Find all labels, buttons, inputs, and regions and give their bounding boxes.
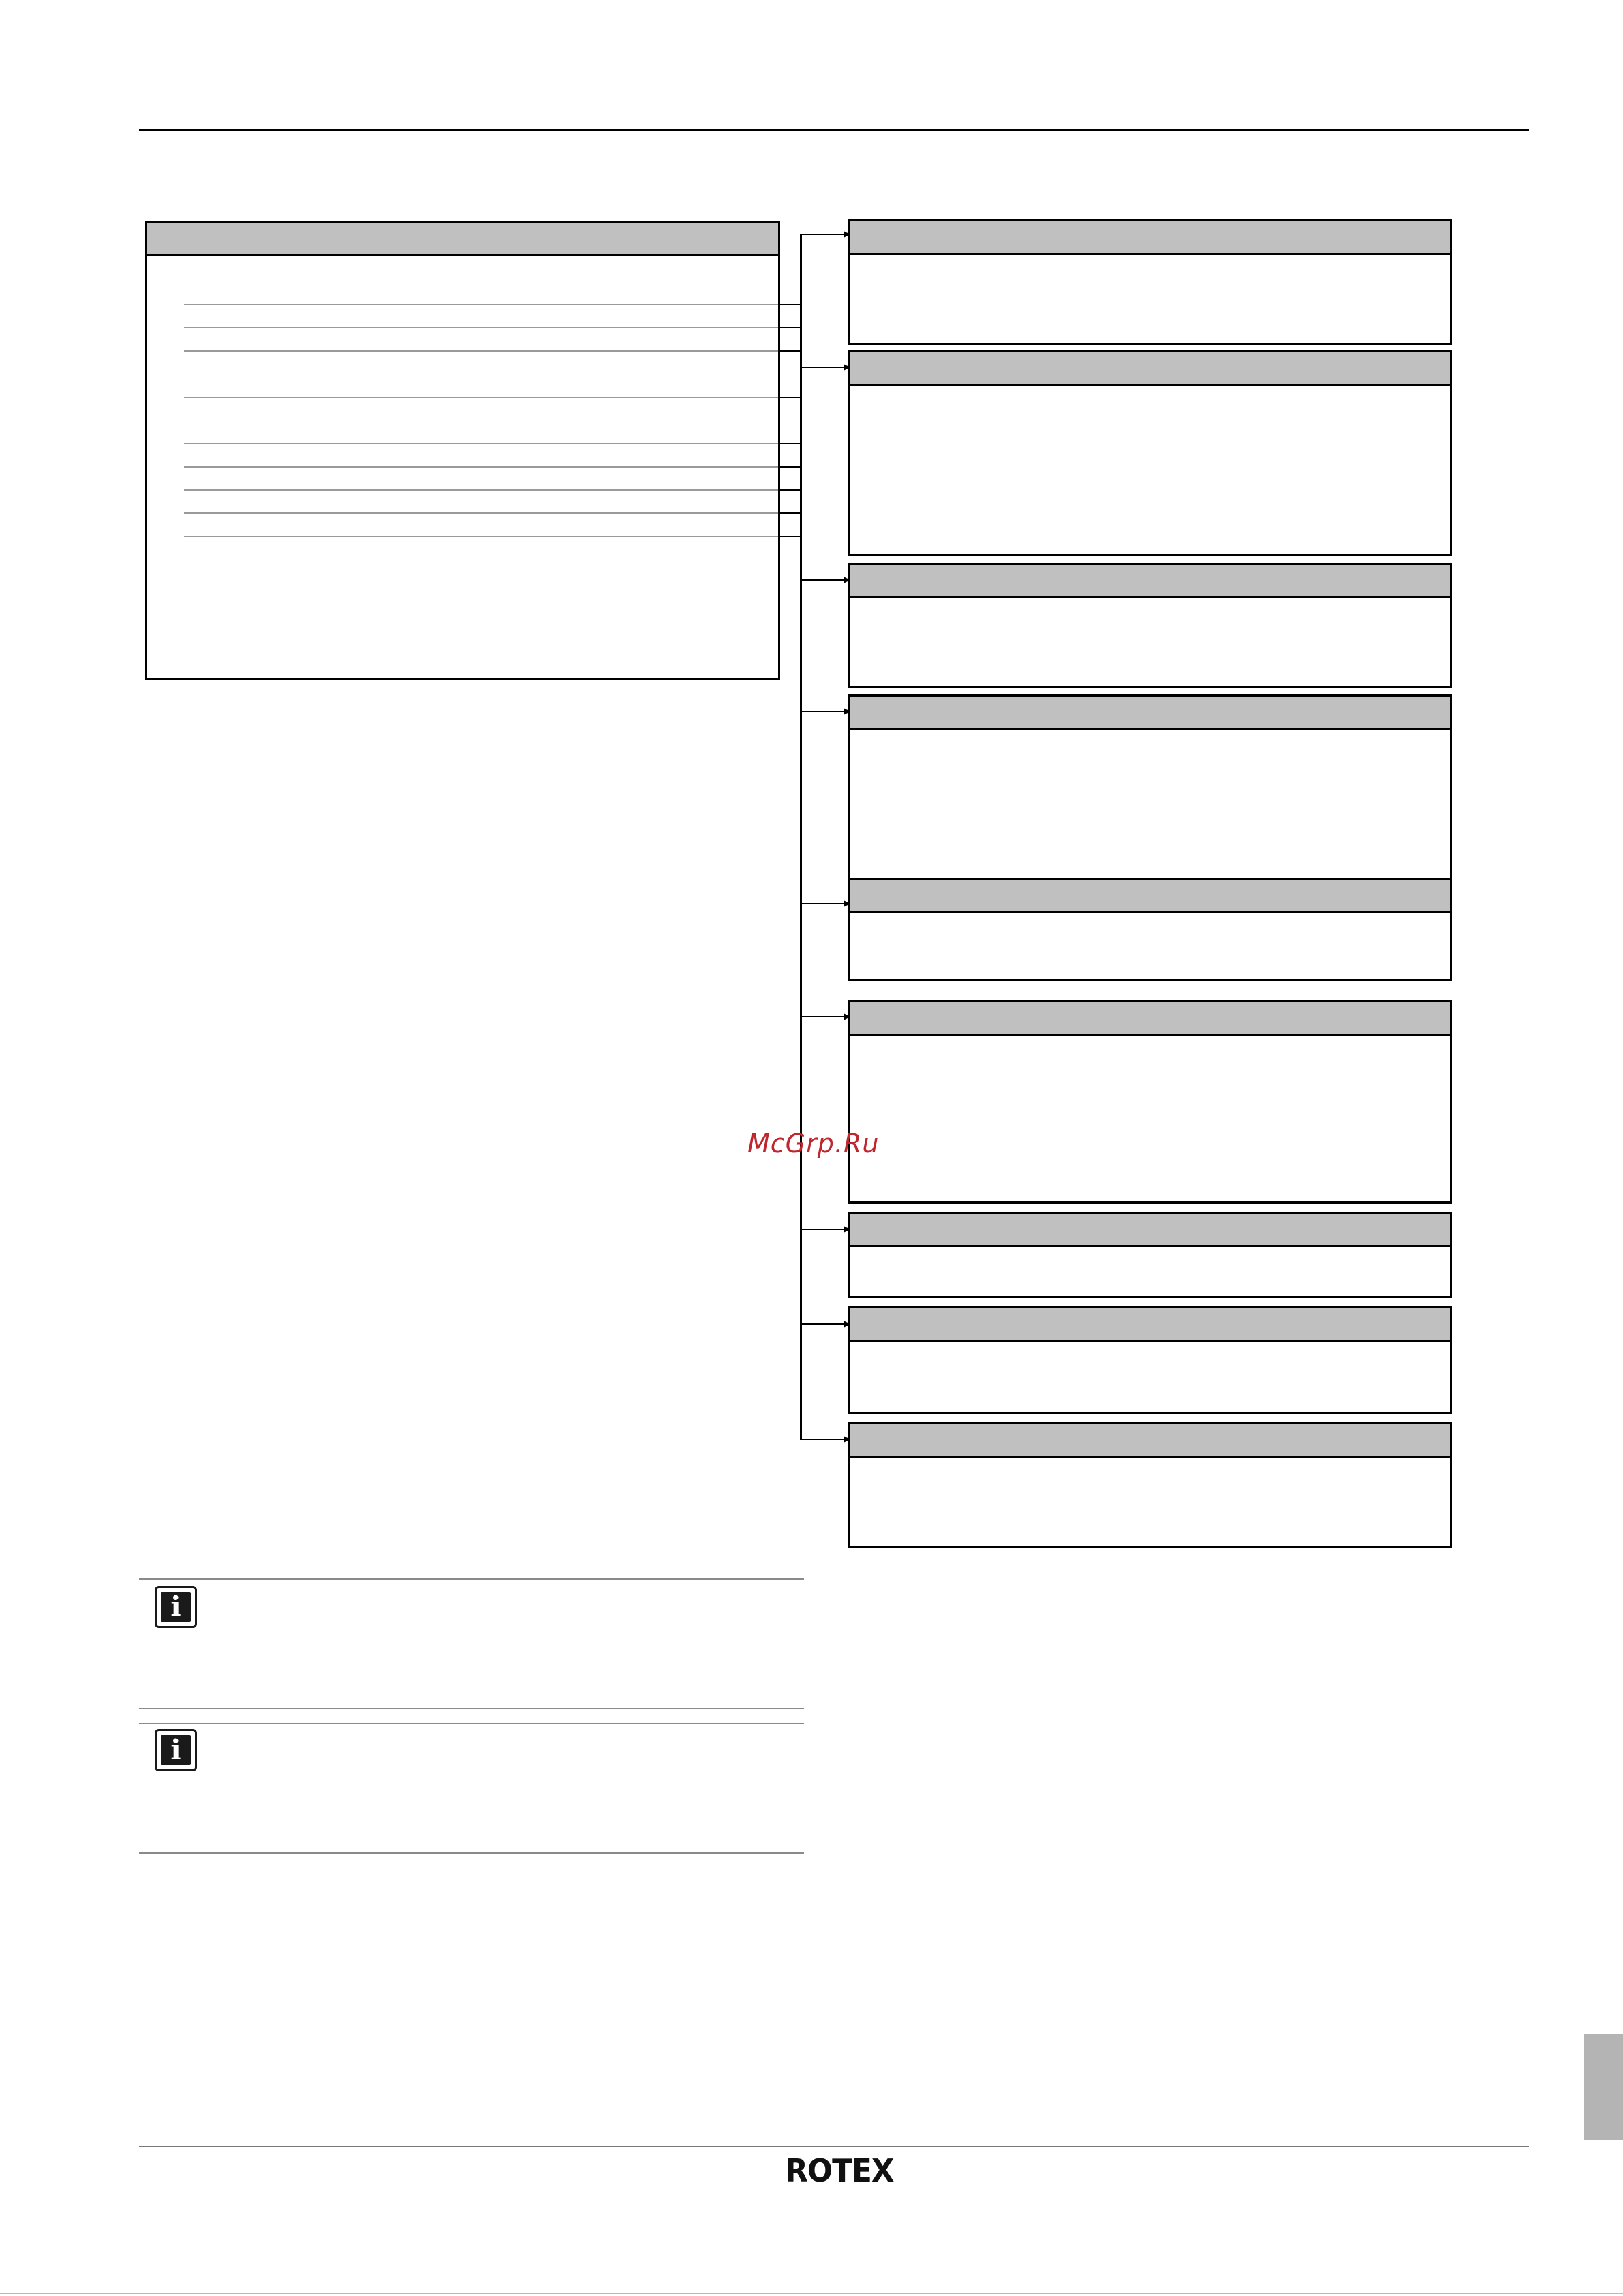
info-icon [155, 1729, 197, 1771]
note-top-rule [139, 1578, 804, 1580]
menu-connector-stub [778, 489, 801, 491]
submenu-title-bar [850, 880, 1450, 913]
connector-trunk [800, 234, 802, 537]
submenu-title-bar [850, 1424, 1450, 1458]
submenu-title-bar [850, 1308, 1450, 1342]
menu-connector-stub [778, 350, 801, 352]
branch-line [800, 903, 845, 904]
branch-line [800, 1229, 845, 1230]
menu-connector-stub [778, 512, 801, 514]
menu-connector-stub [778, 443, 801, 444]
info-icon-glyph: i [161, 1735, 191, 1765]
main-menu-title-bar [147, 223, 778, 256]
branch-line [800, 1016, 845, 1017]
connector-trunk [800, 536, 802, 1439]
note-top-rule [139, 1723, 804, 1724]
menu-item-line [184, 489, 778, 491]
submenu-title-bar [850, 352, 1450, 386]
menu-connector-stub [778, 327, 801, 328]
menu-connector-stub [778, 304, 801, 305]
branch-line [800, 579, 845, 581]
branch-line [800, 1439, 845, 1440]
note-bottom-rule [139, 1708, 804, 1709]
branch-line [800, 711, 845, 712]
menu-item-line [184, 397, 778, 398]
submenu-title-bar [850, 1002, 1450, 1036]
submenu-title-bar [850, 565, 1450, 598]
menu-item-line [184, 350, 778, 352]
submenu-box-2 [848, 350, 1452, 556]
branch-line [800, 1323, 845, 1325]
brand-logo: ROTEX [785, 2152, 894, 2189]
footer-rule [139, 2146, 1529, 2147]
branch-line [800, 367, 845, 368]
menu-item-line [184, 466, 778, 468]
submenu-title-bar [850, 1214, 1450, 1247]
menu-connector-stub [778, 397, 801, 398]
submenu-box-4 [848, 694, 1452, 880]
submenu-box-9 [848, 1422, 1452, 1548]
main-menu-box [145, 221, 780, 680]
note-bottom-rule [139, 1852, 804, 1854]
menu-item-line [184, 327, 778, 328]
info-icon-glyph: i [161, 1592, 191, 1622]
page-bottom-line [0, 2293, 1623, 2294]
submenu-title-bar [850, 697, 1450, 730]
menu-item-line [184, 536, 778, 537]
submenu-box-1 [848, 219, 1452, 345]
info-icon [155, 1586, 197, 1628]
submenu-title-bar [850, 221, 1450, 255]
menu-connector-stub [778, 536, 801, 537]
menu-item-line [184, 443, 778, 444]
submenu-box-7 [848, 1212, 1452, 1298]
menu-connector-stub [778, 466, 801, 468]
submenu-box-5 [848, 878, 1452, 981]
submenu-box-8 [848, 1306, 1452, 1414]
submenu-box-6 [848, 1000, 1452, 1204]
submenu-box-3 [848, 563, 1452, 688]
branch-line [800, 234, 845, 235]
watermark-text: McGrp.Ru [747, 1129, 880, 1159]
menu-item-line [184, 512, 778, 514]
header-rule [139, 129, 1529, 131]
menu-item-line [184, 304, 778, 305]
chapter-side-tab [1584, 2034, 1623, 2140]
